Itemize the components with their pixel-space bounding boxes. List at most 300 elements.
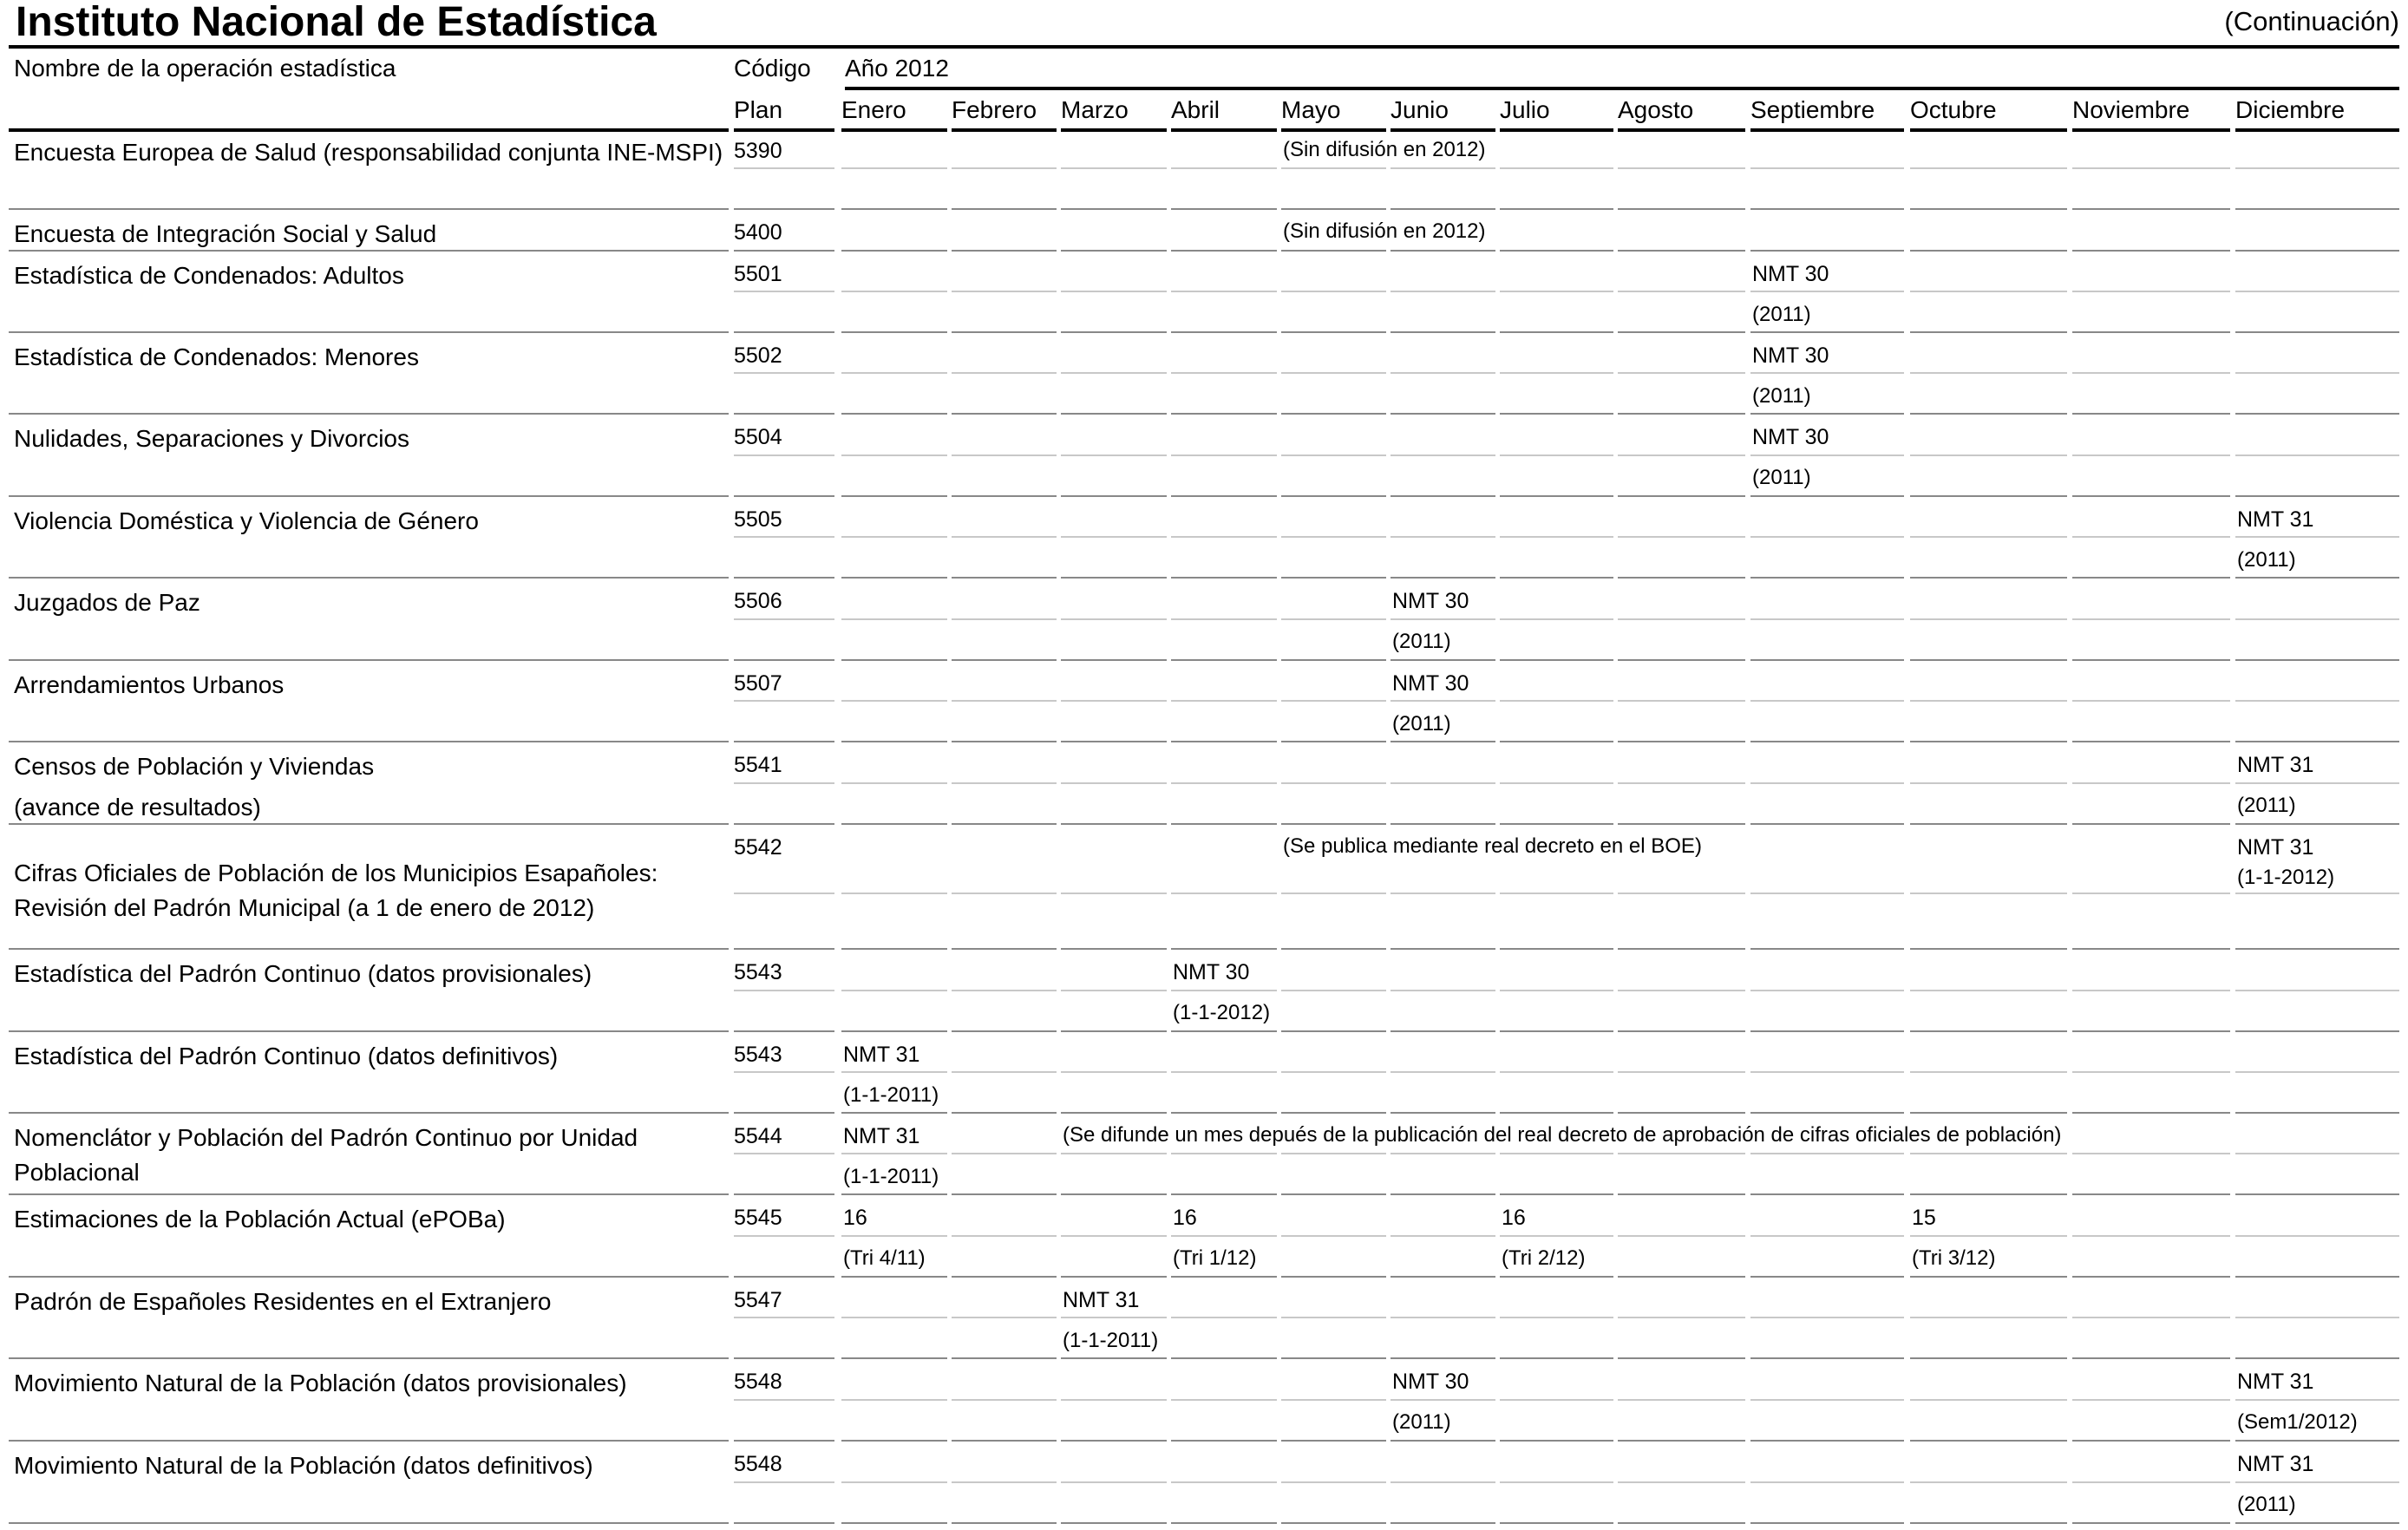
row-divider [2072,1522,2230,1524]
row-divider [1750,823,1904,825]
row-divider [841,1193,947,1195]
row-divider [1061,1193,1167,1195]
row-subdivider [1171,536,1277,538]
row-divider [1171,823,1277,825]
row-divider [734,1357,834,1359]
row-divider [2235,948,2399,950]
reference-period: (Tri 4/11) [843,1246,926,1270]
reference-period: (2011) [2237,1493,2296,1516]
row-divider [952,659,1057,661]
release-date: NMT 30 [1752,425,1829,449]
row-subdivider [1500,700,1613,702]
row-subdivider [2235,990,2399,991]
row-subdivider [2072,454,2230,456]
row-subdivider [2235,618,2399,620]
row-divider [841,823,947,825]
reference-period: (2011) [1392,630,1451,653]
row-divider [1061,1112,1167,1114]
row-divider [1390,208,1495,210]
release-date: 15 [1912,1206,1936,1230]
row-subdivider [1171,1153,1277,1154]
row-divider [1618,1030,1745,1032]
row-divider [1750,1440,1904,1442]
row-subdivider [1390,1153,1495,1154]
row-divider [1061,331,1167,333]
row-subdivider [2072,1153,2230,1154]
row-divider [841,250,947,252]
row-subdivider [952,1317,1057,1318]
row-divider [2072,1440,2230,1442]
row-divider [1390,1440,1495,1442]
plan-code: 5502 [734,343,782,368]
row-subdivider [1171,167,1277,169]
row-subdivider [1390,1071,1495,1073]
operation-name: Padrón de Españoles Residentes en el Extranjero [14,1288,552,1315]
row-subdivider [1390,372,1495,374]
column-header-code: Código [734,55,811,82]
plan-code: 5506 [734,589,782,613]
row-subdivider [841,618,947,620]
reference-period: (2011) [1392,712,1451,736]
row-subdivider [1281,782,1386,784]
month-header-septiembre: Septiembre [1750,96,1875,123]
row-divider [1171,1030,1277,1032]
row-divider [1750,1357,1904,1359]
release-date: 16 [843,1206,867,1230]
row-divider [2235,659,2399,661]
row-subdivider [1061,892,1167,894]
row-divider [952,1112,1057,1114]
row-divider [2235,1030,2399,1032]
row-subdivider [1390,291,1495,292]
row-divider [1910,250,2067,252]
row-subdivider [952,291,1057,292]
row-subdivider [1750,1481,1904,1483]
row-subdivider [2072,291,2230,292]
row-divider [1061,659,1167,661]
row-divider [1910,577,2067,579]
row-divider [1061,1357,1167,1359]
row-divider [952,250,1057,252]
row-divider [841,208,947,210]
release-date: 16 [1502,1206,1526,1230]
operation-name: Juzgados de Paz [14,589,200,616]
row-divider [1061,948,1167,950]
row-divider [841,1112,947,1114]
plan-code: 5507 [734,671,782,696]
reference-period: (Sem1/2012) [2237,1410,2358,1434]
header-rule-segment [9,128,729,132]
row-subdivider [1281,1399,1386,1401]
row-subdivider [734,892,834,894]
row-subdivider [1618,990,1745,991]
row-subdivider [841,1153,947,1154]
row-divider [1390,659,1495,661]
row-subdivider [1171,1481,1277,1483]
row-divider [841,1440,947,1442]
row-subdivider [2072,892,2230,894]
row-divider [734,741,834,742]
row-divider [841,948,947,950]
row-divider [1750,495,1904,497]
operation-name: Arrendamientos Urbanos [14,671,285,698]
row-subdivider [1281,536,1386,538]
row-divider [9,659,729,661]
row-subdivider [952,536,1057,538]
row-divider [1171,1276,1277,1278]
row-subdivider [952,1235,1057,1237]
row-divider [1061,250,1167,252]
row-divider [1390,1357,1495,1359]
row-divider [1618,1440,1745,1442]
row-subdivider [1750,1235,1904,1237]
row-divider [1281,1276,1386,1278]
row-subdivider [1910,454,2067,456]
row-divider [2235,1193,2399,1195]
row-divider [1061,1276,1167,1278]
row-divider [9,577,729,579]
release-note: (Sin difusión en 2012) [1283,219,1486,243]
month-header-junio: Junio [1390,96,1449,123]
row-subdivider [841,167,947,169]
row-divider [2072,331,2230,333]
row-subdivider [2072,536,2230,538]
row-subdivider [2235,1071,2399,1073]
row-subdivider [1281,990,1386,991]
row-subdivider [2072,700,2230,702]
row-divider [1910,1030,2067,1032]
row-divider [1910,659,2067,661]
row-divider [1171,1193,1277,1195]
row-subdivider [1910,1235,2067,1237]
row-subdivider [1618,1071,1745,1073]
row-divider [1750,1030,1904,1032]
row-subdivider [952,618,1057,620]
row-subdivider [1061,1235,1167,1237]
row-subdivider [734,536,834,538]
row-subdivider [1390,782,1495,784]
month-header-diciembre: Diciembre [2235,96,2346,123]
row-subdivider [2235,167,2399,169]
row-divider [1171,1112,1277,1114]
row-subdivider [1500,990,1613,991]
row-divider [1618,741,1745,742]
month-header-mayo: Mayo [1281,96,1341,123]
row-divider [952,1030,1057,1032]
month-header-noviembre: Noviembre [2072,96,2190,123]
row-subdivider [2235,1235,2399,1237]
row-subdivider [952,167,1057,169]
row-divider [1500,741,1613,742]
release-date: NMT 30 [1752,343,1829,368]
row-divider [952,1440,1057,1442]
row-subdivider [2235,1481,2399,1483]
row-subdivider [1500,1153,1613,1154]
release-date: NMT 30 [1173,960,1250,984]
row-divider [2235,331,2399,333]
row-subdivider [2235,291,2399,292]
row-divider [1061,1030,1167,1032]
row-divider [9,1357,729,1359]
row-subdivider [1618,782,1745,784]
row-subdivider [1618,372,1745,374]
row-divider [1061,208,1167,210]
row-divider [1281,741,1386,742]
reference-period: (2011) [2237,794,2296,817]
row-divider [9,208,729,210]
page-title: Instituto Nacional de Estadística [16,0,657,45]
month-header-marzo: Marzo [1061,96,1129,123]
row-divider [9,413,729,415]
row-subdivider [734,990,834,991]
row-subdivider [2235,1399,2399,1401]
row-subdivider [1750,1071,1904,1073]
row-subdivider [1910,1399,2067,1401]
plan-code: 5543 [734,960,782,984]
row-divider [1281,250,1386,252]
row-divider [2072,495,2230,497]
row-divider [1390,823,1495,825]
row-subdivider [1910,1317,2067,1318]
row-divider [734,659,834,661]
row-subdivider [1390,892,1495,894]
release-date: NMT 30 [1752,262,1829,286]
row-divider [1618,659,1745,661]
row-subdivider [1910,618,2067,620]
month-header-agosto: Agosto [1618,96,1694,123]
row-divider [841,331,947,333]
row-divider [1390,1193,1495,1195]
row-divider [1750,1112,1904,1114]
row-subdivider [2072,1317,2230,1318]
row-divider [1618,1357,1745,1359]
reference-period: (2011) [1392,1410,1451,1434]
row-subdivider [1910,372,2067,374]
row-divider [1171,1440,1277,1442]
row-divider [952,1276,1057,1278]
row-subdivider [1750,1317,1904,1318]
row-divider [734,1522,834,1524]
row-divider [9,741,729,742]
row-subdivider [1390,167,1495,169]
row-divider [1171,577,1277,579]
title-rule [9,45,2399,49]
operation-name: Censos de Población y Viviendas [14,753,375,780]
row-divider [1750,741,1904,742]
row-divider [1500,948,1613,950]
row-subdivider [1500,1235,1613,1237]
row-subdivider [734,1481,834,1483]
reference-period: (Tri 1/12) [1173,1246,1257,1270]
row-subdivider [2072,1399,2230,1401]
row-subdivider [1750,892,1904,894]
row-divider [841,495,947,497]
row-subdivider [1750,700,1904,702]
row-subdivider [2235,892,2399,894]
row-subdivider [1171,618,1277,620]
row-divider [2235,823,2399,825]
row-subdivider [2235,700,2399,702]
row-divider [952,577,1057,579]
row-subdivider [2072,1235,2230,1237]
row-divider [1750,250,1904,252]
row-divider [9,1276,729,1278]
header-rule-segment [1061,128,1167,132]
row-divider [1061,1522,1167,1524]
row-subdivider [734,454,834,456]
row-subdivider [1061,372,1167,374]
row-subdivider [1750,990,1904,991]
row-subdivider [1500,167,1613,169]
operation-name: Violencia Doméstica y Violencia de Género [14,507,479,534]
row-subdivider [952,1071,1057,1073]
header-rule-segment [2072,128,2230,132]
row-divider [1061,495,1167,497]
release-date: NMT 31 [2237,753,2314,777]
row-divider [1618,250,1745,252]
row-subdivider [1171,372,1277,374]
reference-period: (1-1-2011) [1063,1329,1159,1352]
row-subdivider [1750,372,1904,374]
row-divider [1750,1193,1904,1195]
row-divider [1500,413,1613,415]
row-subdivider [1910,536,2067,538]
row-subdivider [1750,782,1904,784]
row-divider [1910,1193,2067,1195]
row-subdivider [1281,167,1386,169]
row-divider [952,823,1057,825]
row-subdivider [1171,1399,1277,1401]
row-subdivider [1500,291,1613,292]
row-divider [2072,413,2230,415]
row-divider [2235,1522,2399,1524]
row-divider [1171,948,1277,950]
row-divider [1281,1030,1386,1032]
row-divider [1500,1440,1613,1442]
row-divider [2072,1112,2230,1114]
row-divider [2235,1357,2399,1359]
row-divider [9,1112,729,1114]
row-divider [1750,1522,1904,1524]
row-divider [1281,1193,1386,1195]
row-divider [952,1193,1057,1195]
operation-name: Encuesta Europea de Salud (responsabilidad conjunta INE-MSPI) [14,139,723,166]
reference-period: (1-1-2011) [843,1083,939,1107]
row-divider [1390,577,1495,579]
row-subdivider [1061,1399,1167,1401]
release-date: NMT 30 [1392,1370,1469,1394]
plan-code: 5548 [734,1452,782,1476]
row-divider [9,250,729,252]
row-divider [841,1522,947,1524]
year-header-rule [845,87,2399,90]
row-divider [1500,577,1613,579]
operation-name-continued: (avance de resultados) [14,794,261,821]
row-subdivider [841,454,947,456]
header-rule-segment [1171,128,1277,132]
row-divider [952,1357,1057,1359]
row-subdivider [1750,1153,1904,1154]
row-subdivider [734,291,834,292]
row-subdivider [1171,892,1277,894]
row-subdivider [1618,892,1745,894]
operation-name: Estadística de Condenados: Adultos [14,262,404,289]
row-divider [841,1276,947,1278]
row-subdivider [1500,1481,1613,1483]
row-subdivider [1390,990,1495,991]
row-divider [2072,659,2230,661]
row-subdivider [1618,291,1745,292]
row-divider [1390,413,1495,415]
row-divider [1910,1522,2067,1524]
row-divider [1910,495,2067,497]
row-divider [841,1357,947,1359]
row-divider [1750,331,1904,333]
operation-name: Movimiento Natural de la Población (datos provisionales) [14,1370,627,1396]
row-divider [1618,495,1745,497]
row-subdivider [841,1317,947,1318]
row-divider [9,1522,729,1524]
row-divider [952,495,1057,497]
operation-name: Estadística de Condenados: Menores [14,343,419,370]
row-divider [1500,659,1613,661]
row-subdivider [1500,892,1613,894]
row-subdivider [841,1071,947,1073]
row-subdivider [1061,990,1167,991]
row-divider [1500,331,1613,333]
row-divider [9,1193,729,1195]
row-divider [1061,577,1167,579]
row-subdivider [1618,1153,1745,1154]
row-divider [841,741,947,742]
row-divider [1500,1193,1613,1195]
row-subdivider [1390,1235,1495,1237]
row-subdivider [1171,454,1277,456]
row-divider [1390,1030,1495,1032]
row-subdivider [952,1481,1057,1483]
row-divider [1171,741,1277,742]
row-subdivider [1061,782,1167,784]
row-divider [1390,948,1495,950]
row-divider [2235,577,2399,579]
row-subdivider [1171,782,1277,784]
plan-code: 5501 [734,262,782,286]
row-subdivider [952,1153,1057,1154]
plan-code: 5544 [734,1124,782,1148]
row-divider [1171,495,1277,497]
row-divider [1171,413,1277,415]
row-divider [1281,495,1386,497]
row-divider [1618,577,1745,579]
row-subdivider [952,782,1057,784]
month-header-julio: Julio [1500,96,1550,123]
row-divider [734,1193,834,1195]
row-subdivider [1618,1399,1745,1401]
row-divider [1281,1112,1386,1114]
row-divider [1618,948,1745,950]
month-header-enero: Enero [841,96,906,123]
row-subdivider [1618,167,1745,169]
month-header-febrero: Febrero [952,96,1037,123]
header-rule-segment [1910,128,2067,132]
row-divider [1061,413,1167,415]
row-divider [1618,208,1745,210]
row-divider [1750,948,1904,950]
column-header-year: Año 2012 [845,55,949,82]
row-divider [1171,1357,1277,1359]
row-divider [1171,208,1277,210]
row-divider [1171,331,1277,333]
